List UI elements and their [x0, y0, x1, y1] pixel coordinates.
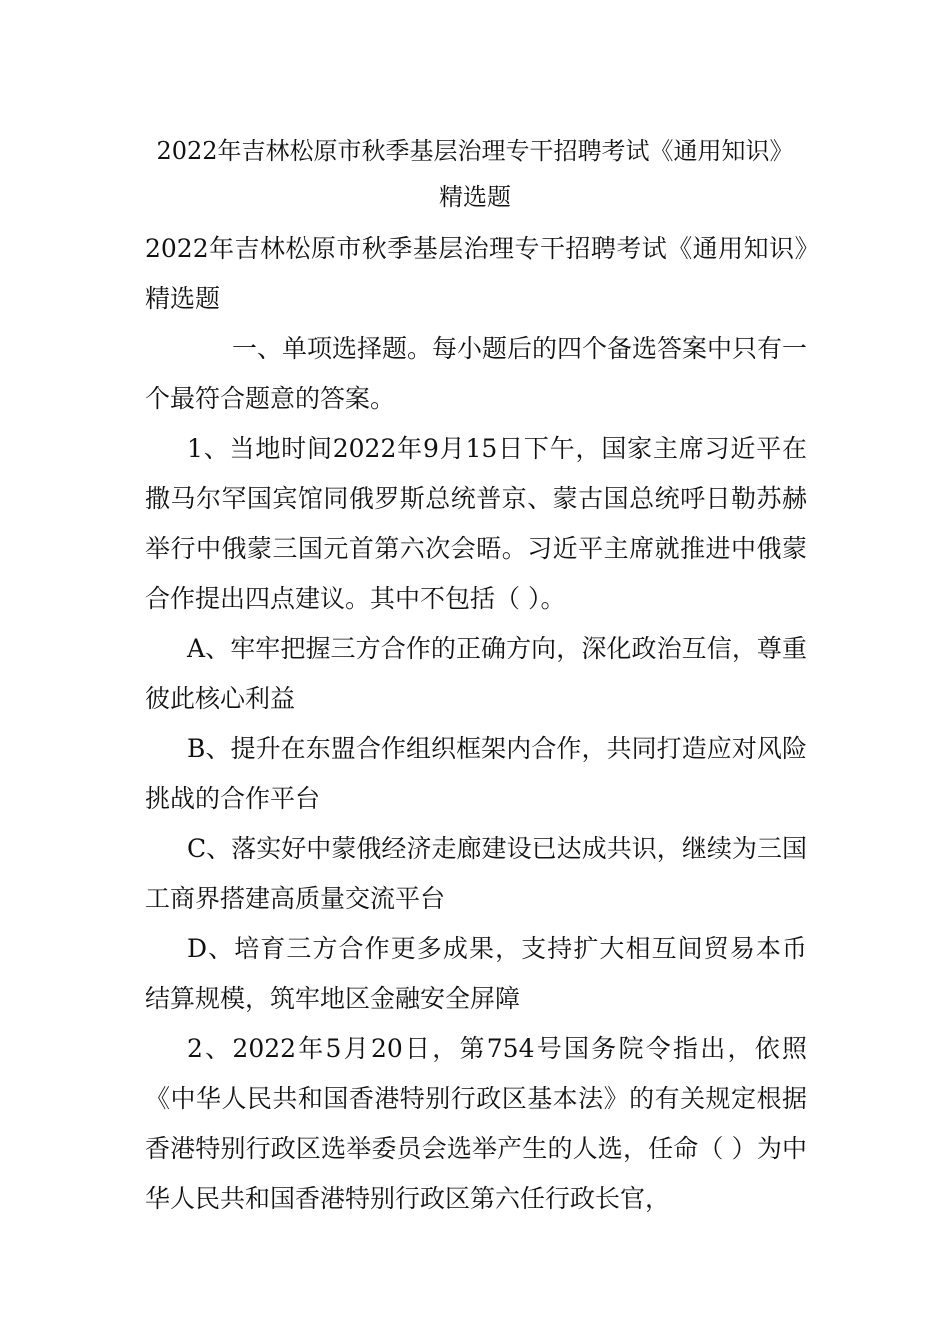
document-title: 2022年吉林松原市秋季基层治理专干招聘考试《通用知识》精选题	[156, 137, 794, 211]
question-1-option-a: A、牢牢把握三方合作的正确方向，深化政治互信，尊重彼此核心利益	[145, 634, 807, 713]
question-1-stem: 1、当地时间2022年9月15日下午，国家主席习近平在撒马尔罕国宾馆同俄罗斯总统普京、蒙古国总统呼日勒苏赫举行中俄蒙三国元首第六次会晤。习近平主席就推进中俄蒙合作提出四点建议。其中不包括（ ）。	[145, 434, 807, 613]
question-2-stem: 2、2022年5月20日，第754号国务院令指出，依照《中华人民共和国香港特别行政区基本法》的有关规定根据香港特别行政区选举委员会选举产生的人选，任命（ ）为中华人民共和国香港特别行政区第六任行政长官，	[145, 1034, 807, 1213]
document-body	[145, 224, 807, 1224]
title-paragraph: 2022年吉林松原市秋季基层治理专干招聘考试《通用知识》精选题	[145, 234, 807, 313]
question-1-option-c: C、落实好中蒙俄经济走廊建设已达成共识，继续为三国工商界搭建高质量交流平台	[145, 834, 807, 913]
question-1-option-b: B、提升在东盟合作组织框架内合作，共同打造应对风险挑战的合作平台	[145, 734, 807, 813]
section-heading: 一、单项选择题。每小题后的四个备选答案中只有一个最符合题意的答案。	[145, 334, 808, 413]
question-1-option-d: D、培育三方合作更多成果，支持扩大相互间贸易本币结算规模，筑牢地区金融安全屏障	[145, 934, 807, 1013]
